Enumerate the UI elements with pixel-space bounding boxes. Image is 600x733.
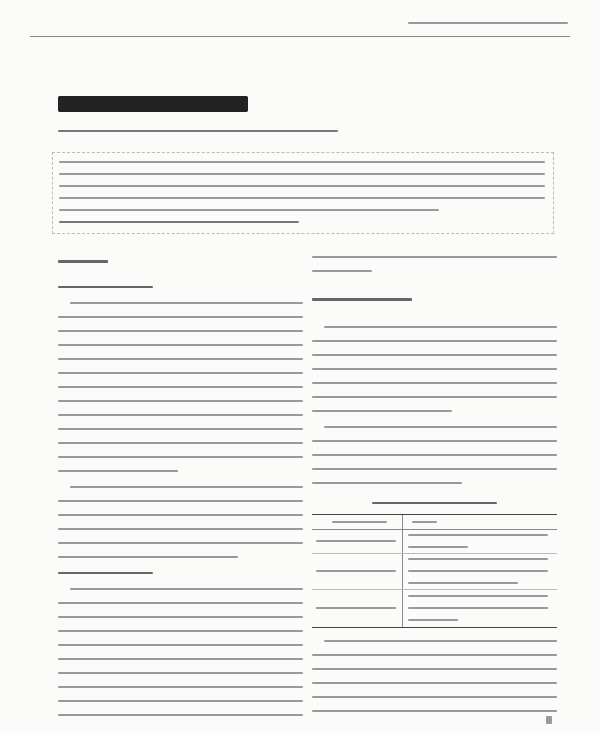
abstract-line [59,161,545,163]
table-caption-line [372,502,497,504]
table-row [312,529,557,554]
table-header-row [312,515,557,530]
keywords-line [59,221,299,223]
section-heading-line [312,298,412,301]
subsection-heading-line [58,286,153,288]
author-block [58,124,338,140]
running-header-line [408,22,568,24]
distribution-table [312,514,557,628]
abstract-box [52,152,554,234]
table-row [312,553,557,590]
running-header [30,10,570,38]
article-title-line [58,96,248,112]
left-column [58,252,303,722]
header-rule [30,36,570,37]
abstract-line [59,185,545,187]
subsection-heading-line [58,572,153,574]
section-heading-line [58,260,108,263]
abstract-line [59,173,545,175]
right-column [312,252,557,722]
abstract-line [59,197,545,199]
abstract-line [59,209,439,211]
author-line [58,130,338,132]
page-number-mark [546,716,552,724]
table-row [312,589,557,627]
article-title-block [58,92,248,116]
